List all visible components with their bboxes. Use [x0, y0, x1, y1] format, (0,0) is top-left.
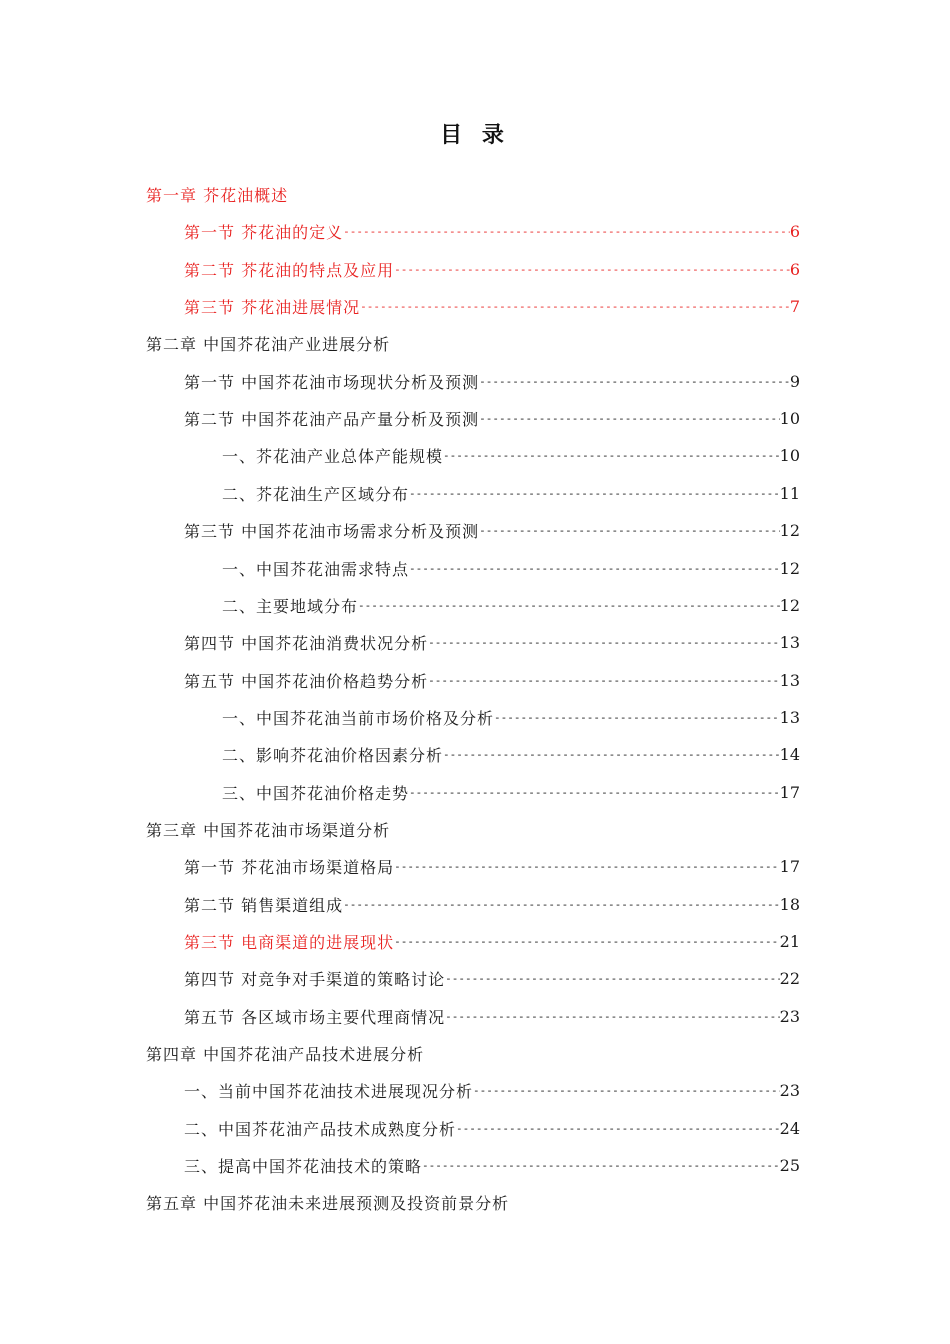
toc-leader-dots [479, 375, 790, 388]
toc-entry[interactable] [184, 848, 800, 885]
toc-page-number: 12 [779, 595, 800, 615]
toc-leader-dots [343, 225, 790, 238]
toc-page-number: 17 [779, 857, 800, 877]
toc-entry[interactable] [222, 587, 800, 624]
toc-entry[interactable] [184, 400, 800, 437]
toc-entry[interactable] [222, 550, 800, 587]
toc-entry-label: 第五节 中国芥花油价格趋势分析 [184, 671, 429, 691]
toc-entry[interactable] [184, 998, 800, 1035]
toc-leader-dots [394, 935, 780, 948]
toc-page-number: 13 [779, 670, 800, 690]
toc-page-number: 14 [779, 745, 800, 765]
toc-page-number: 18 [779, 894, 800, 914]
toc-page-number: 10 [779, 446, 800, 466]
toc-entry-label: 第二节 中国芥花油产品产量分析及预测 [184, 410, 480, 430]
toc-entry-label: 二、影响芥花油价格因素分析 [222, 746, 444, 766]
page-title: 目 录 [440, 122, 510, 148]
toc-leader-dots [445, 1010, 780, 1023]
toc-entry[interactable] [222, 736, 800, 773]
toc-leader-dots [394, 263, 790, 276]
toc-leader-dots [428, 636, 780, 649]
toc-entry[interactable] [222, 774, 800, 811]
toc-entry[interactable] [184, 288, 800, 325]
toc-entry[interactable] [146, 325, 390, 362]
toc-leader-dots [443, 748, 780, 761]
toc-leader-dots [343, 898, 780, 911]
toc-entry[interactable] [146, 1035, 424, 1072]
toc-page-number: 12 [779, 558, 800, 578]
toc-entry-label: 第三节 中国芥花油市场需求分析及预测 [184, 522, 480, 542]
toc-entry-label: 第五章 中国芥花油未来进展预测及投资前景分析 [146, 1194, 510, 1214]
toc-entry[interactable] [146, 811, 390, 848]
toc-entry[interactable] [222, 699, 800, 736]
toc-leader-dots [409, 786, 780, 799]
toc-leader-dots [422, 1159, 780, 1172]
toc-page-number: 6 [789, 259, 800, 279]
toc-entry[interactable] [222, 437, 800, 474]
toc-entry[interactable] [184, 1072, 800, 1109]
toc-page-number: 9 [789, 371, 800, 391]
toc-entry[interactable] [146, 176, 288, 213]
toc-leader-dots [479, 524, 780, 537]
toc-page-number: 6 [789, 222, 800, 242]
toc-entry-label: 第一节 中国芥花油市场现状分析及预测 [184, 372, 480, 392]
toc-entry[interactable] [222, 475, 800, 512]
toc-entry-label: 第三章 中国芥花油市场渠道分析 [146, 820, 391, 840]
toc-entry-label: 二、主要地域分布 [222, 596, 359, 616]
toc-page-number: 21 [779, 932, 800, 951]
toc-entry-label: 第四节 对竞争对手渠道的策略讨论 [184, 970, 446, 990]
toc-entry-label: 三、中国芥花油价格走势 [222, 783, 410, 803]
toc-entry-label: 一、芥花油产业总体产能规模 [222, 447, 444, 467]
toc-page-number: 25 [779, 1156, 800, 1176]
toc-entry-label: 第一章 芥花油概述 [146, 186, 289, 205]
toc-leader-dots [409, 487, 780, 500]
toc-entry[interactable] [184, 512, 800, 549]
toc-entry-label: 一、中国芥花油需求特点 [222, 559, 410, 579]
toc-leader-dots [445, 972, 780, 985]
toc-leader-dots [473, 1084, 780, 1097]
toc-entry-label: 第一节 芥花油的定义 [184, 223, 344, 243]
toc-entry-label: 第一节 芥花油市场渠道格局 [184, 858, 395, 878]
toc-entry-label: 第四章 中国芥花油产品技术进展分析 [146, 1045, 425, 1065]
toc-page-number: 22 [779, 969, 800, 989]
toc-entry-label: 第五节 各区域市场主要代理商情况 [184, 1007, 446, 1027]
toc-page-number: 23 [779, 1006, 800, 1026]
toc-entry[interactable] [146, 1184, 509, 1221]
toc-entry-label: 第二节 芥花油的特点及应用 [184, 260, 395, 280]
toc-leader-dots [494, 711, 780, 724]
toc-entry-label: 第二节 销售渠道组成 [184, 895, 344, 915]
toc-entry[interactable] [184, 213, 800, 250]
toc-entry[interactable] [184, 923, 800, 960]
toc-leader-dots [479, 412, 780, 425]
toc-entry-label: 第三节 电商渠道的进展现状 [184, 933, 395, 952]
toc-entry-label: 第四节 中国芥花油消费状况分析 [184, 634, 429, 654]
toc-entry-label: 三、提高中国芥花油技术的策略 [184, 1157, 423, 1177]
toc-entry[interactable] [184, 363, 800, 400]
toc-page-number: 17 [779, 782, 800, 802]
toc-page-number: 12 [779, 521, 800, 541]
toc-entry[interactable] [184, 662, 800, 699]
toc-page-number: 7 [789, 297, 800, 317]
toc-entry[interactable] [184, 624, 800, 661]
toc-page-number: 23 [779, 1081, 800, 1101]
toc-leader-dots [360, 300, 790, 313]
toc-entry[interactable] [184, 1147, 800, 1184]
toc-page-number: 13 [779, 633, 800, 653]
toc-entry[interactable] [184, 886, 800, 923]
toc-leader-dots [358, 599, 780, 612]
toc-entry[interactable] [184, 1110, 800, 1147]
toc-entry[interactable] [184, 960, 800, 997]
toc-leader-dots [428, 674, 780, 687]
toc-entry-label: 二、芥花油生产区域分布 [222, 484, 410, 504]
toc-entry-label: 一、中国芥花油当前市场价格及分析 [222, 708, 495, 728]
toc-page-number: 13 [779, 707, 800, 727]
toc-entry-label: 二、中国芥花油产品技术成熟度分析 [184, 1119, 457, 1139]
toc-leader-dots [394, 860, 780, 873]
toc-entry-label: 第二章 中国芥花油产业进展分析 [146, 335, 391, 355]
toc-entry-label: 第三节 芥花油进展情况 [184, 298, 361, 318]
toc-leader-dots [443, 449, 780, 462]
toc-leader-dots [409, 562, 780, 575]
toc-entry[interactable] [184, 251, 800, 288]
toc-page-number: 11 [779, 483, 800, 503]
toc-entry-label: 一、当前中国芥花油技术进展现况分析 [184, 1082, 474, 1102]
toc-page-number: 10 [779, 409, 800, 429]
toc-leader-dots [456, 1122, 780, 1135]
toc-page-number: 24 [779, 1118, 800, 1138]
